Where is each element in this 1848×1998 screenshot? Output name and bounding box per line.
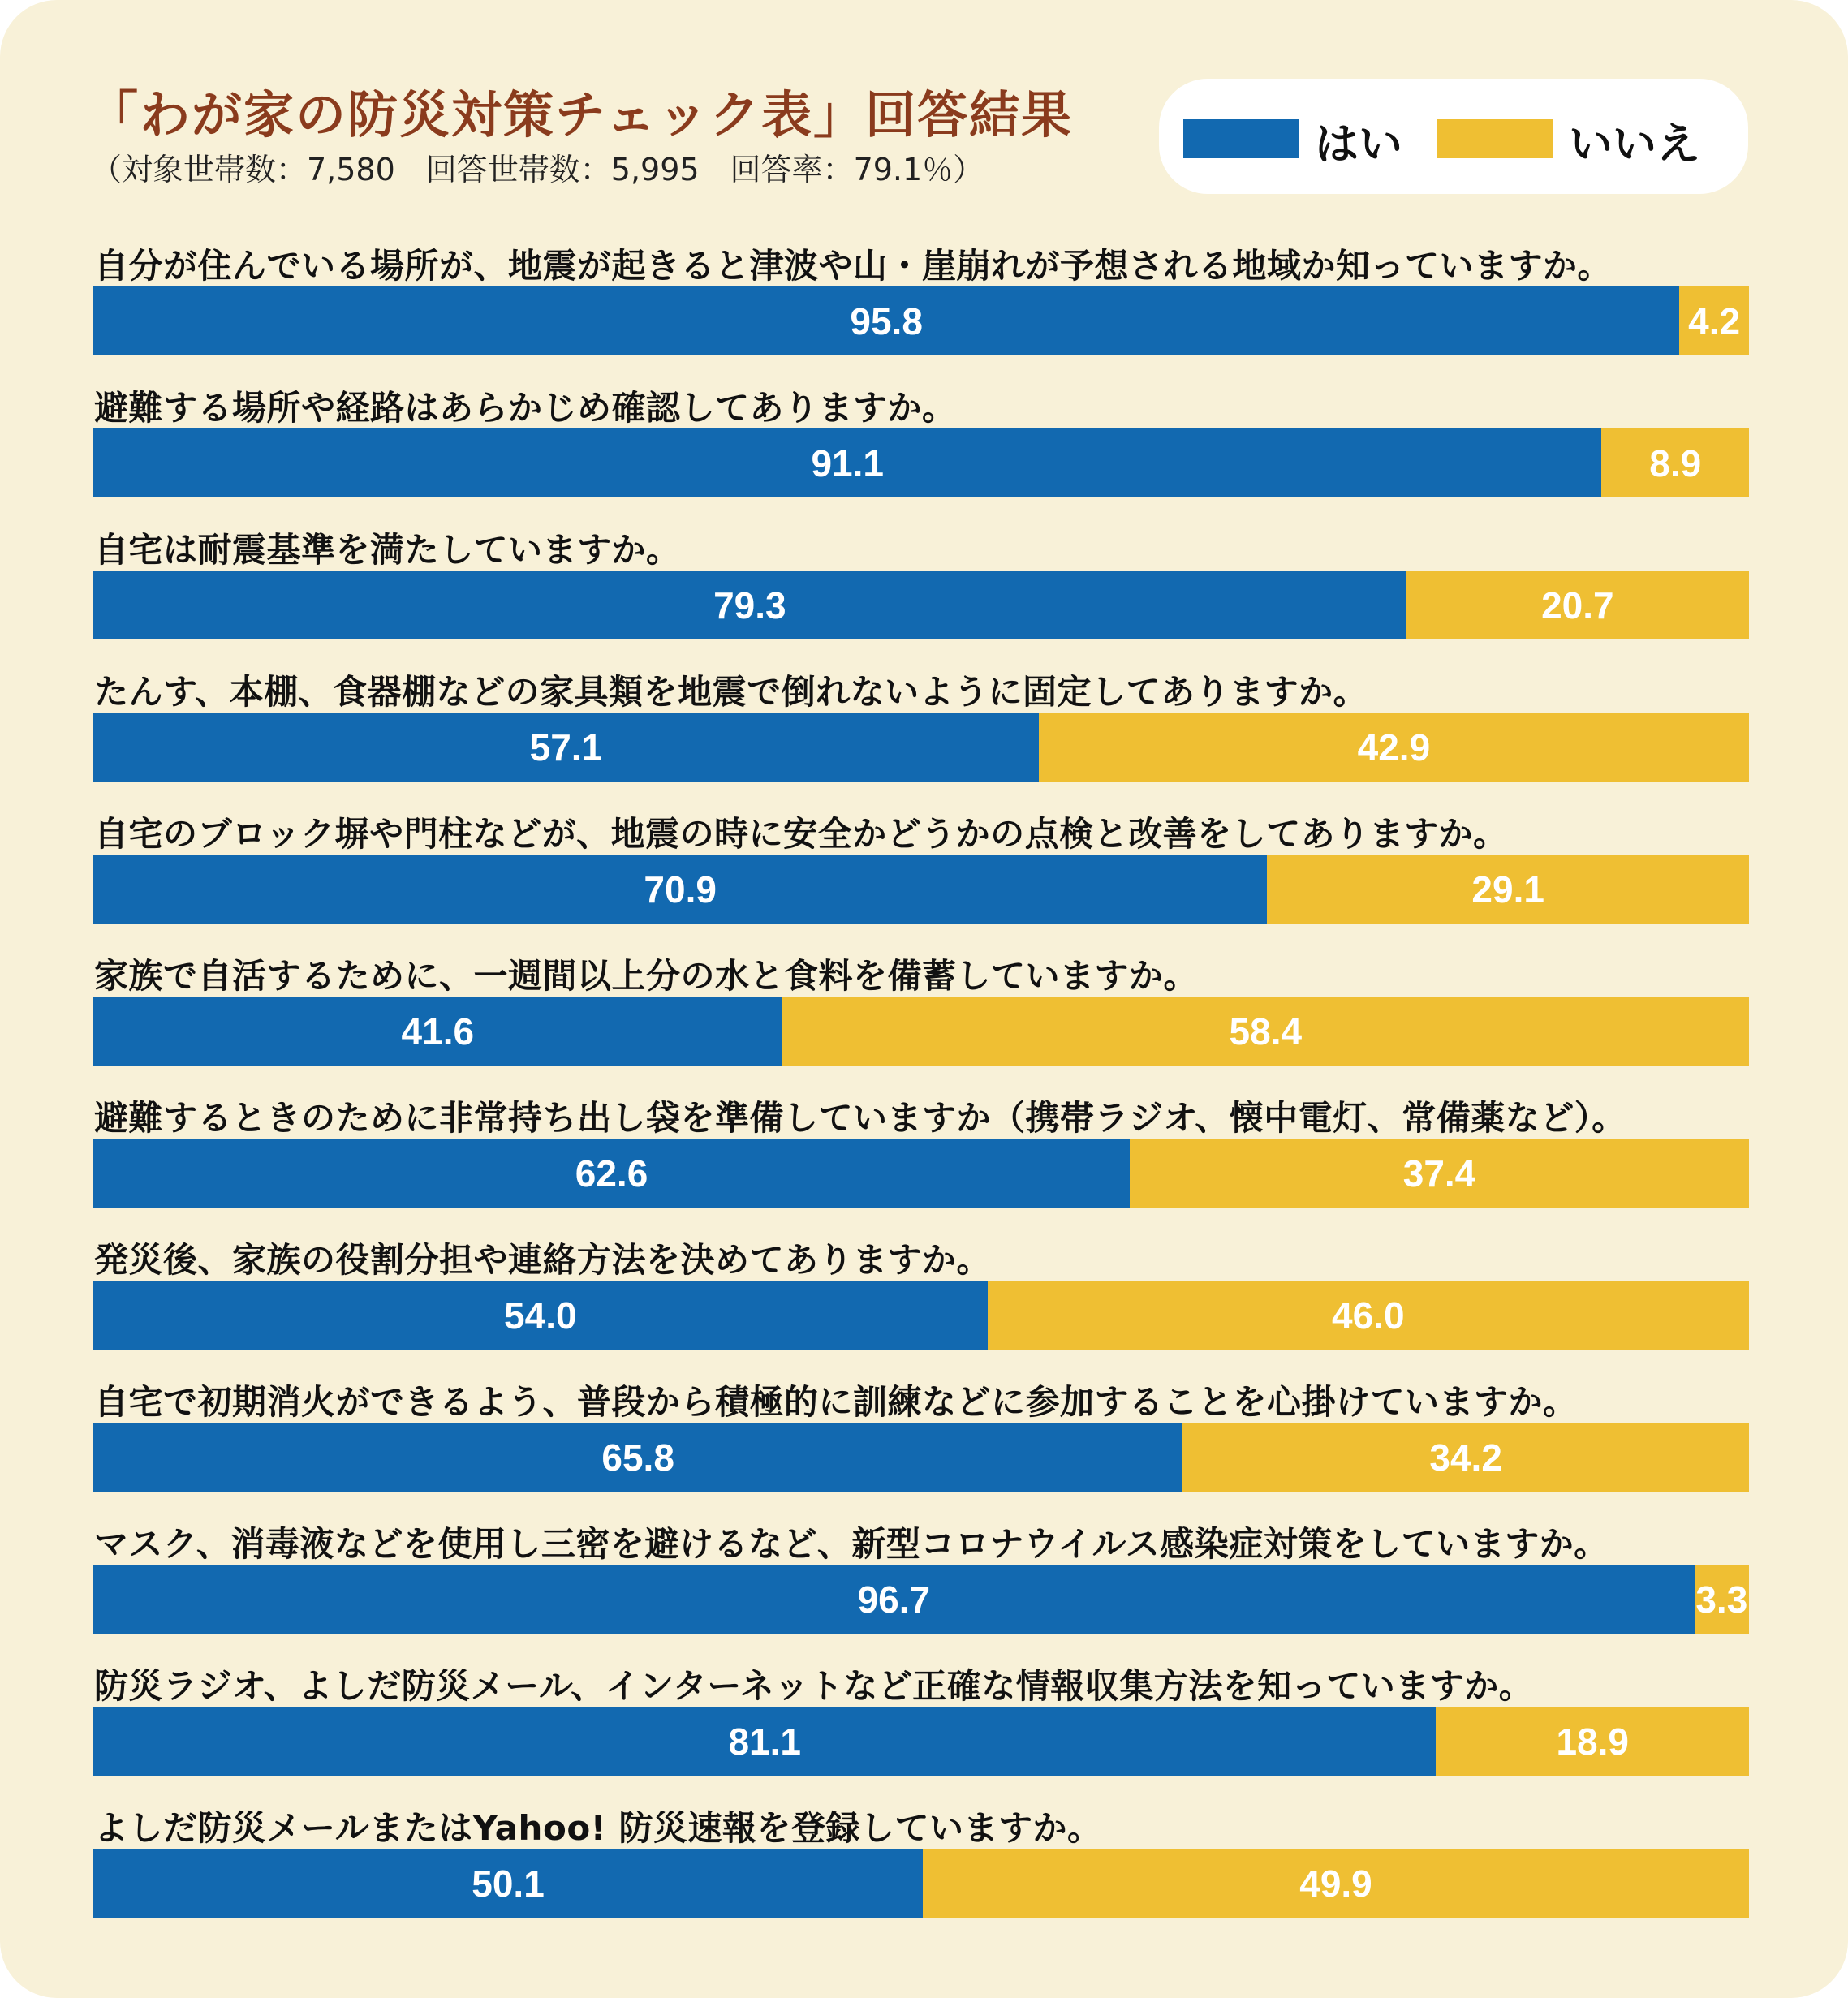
bar-segment-no bbox=[1182, 1423, 1749, 1492]
data-label-no: 29.1 bbox=[1471, 868, 1544, 911]
bar-segment-yes bbox=[93, 855, 1267, 924]
stacked-bar bbox=[93, 713, 1749, 782]
bar-segment-yes bbox=[93, 428, 1601, 497]
chart-title: 「わが家の防災対策チェック表」回答結果 bbox=[88, 85, 1074, 144]
data-label-no: 46.0 bbox=[1332, 1294, 1405, 1337]
stacked-bar bbox=[93, 1707, 1749, 1776]
bar-segment-no bbox=[1436, 1707, 1749, 1776]
bar-segment-no bbox=[782, 997, 1749, 1066]
data-label-yes: 81.1 bbox=[728, 1720, 801, 1763]
data-label-yes: 62.6 bbox=[575, 1152, 648, 1195]
data-label-yes: 96.7 bbox=[857, 1578, 931, 1621]
bar-segment-no bbox=[1039, 713, 1749, 782]
stacked-bar bbox=[93, 571, 1749, 639]
bar-segment-no bbox=[1267, 855, 1749, 924]
bar-segment-no bbox=[1130, 1139, 1749, 1208]
bar-segment-no bbox=[1679, 286, 1749, 355]
data-label-no: 3.3 bbox=[1695, 1578, 1748, 1621]
question-label: 自宅は耐震基準を満たしていますか。 bbox=[94, 530, 681, 570]
question-label: 自宅のブロック塀や門柱などが、地震の時に安全かどうかの点検と改善をしてありますか。 bbox=[94, 814, 1508, 854]
question-label: たんす、本棚、食器棚などの家具類を地震で倒れないように固定してありますか。 bbox=[94, 672, 1368, 712]
bar-segment-no bbox=[923, 1849, 1749, 1918]
question-label: 避難するときのために非常持ち出し袋を準備していますか（携帯ラジオ、懐中電灯、常備薬など）。 bbox=[94, 1098, 1626, 1138]
chart-subtitle: （対象世帯数：7,580 回答世帯数：5,995 回答率：79.1％） bbox=[91, 152, 984, 187]
bar-segment-yes bbox=[93, 713, 1039, 782]
data-label-no: 4.2 bbox=[1688, 299, 1741, 342]
stacked-bar bbox=[93, 997, 1749, 1066]
bar-segment-no bbox=[1601, 428, 1749, 497]
data-label-no: 58.4 bbox=[1229, 1010, 1303, 1053]
question-label: 避難する場所や経路はあらかじめ確認してありますか。 bbox=[94, 388, 957, 428]
stacked-bar bbox=[93, 428, 1749, 497]
stacked-bar bbox=[93, 1423, 1749, 1492]
data-label-no: 34.2 bbox=[1429, 1436, 1502, 1479]
question-label: 自宅で初期消火ができるよう、普段から積極的に訓練などに参加することを心掛けていますか。 bbox=[94, 1382, 1578, 1422]
bar-segment-no bbox=[1406, 571, 1749, 639]
data-label-no: 49.9 bbox=[1299, 1862, 1372, 1905]
bar-segment-yes bbox=[93, 286, 1679, 355]
bar-segment-yes bbox=[93, 1707, 1436, 1776]
data-label-yes: 70.9 bbox=[644, 868, 717, 911]
question-label: 発災後、家族の役割分担や連絡方法を決めてありますか。 bbox=[94, 1240, 992, 1280]
data-label-yes: 41.6 bbox=[401, 1010, 475, 1053]
data-label-yes: 95.8 bbox=[850, 299, 923, 342]
question-label: 自分が住んでいる場所が、地震が起きると津波や山・崖崩れが予想される地域か知っていますか。 bbox=[94, 246, 1613, 286]
legend-label-no: いいえ bbox=[1569, 118, 1700, 170]
bar-segment-yes bbox=[93, 1849, 923, 1918]
stacked-bar bbox=[93, 1139, 1749, 1208]
bar-segment-yes bbox=[93, 571, 1406, 639]
data-label-yes: 79.3 bbox=[713, 583, 786, 627]
data-label-yes: 50.1 bbox=[472, 1862, 545, 1905]
stacked-bar bbox=[93, 855, 1749, 924]
question-label: マスク、消毒液などを使用し三密を避けるなど、新型コロナウイルス感染症対策をしていますか。 bbox=[94, 1524, 1609, 1564]
data-label-no: 42.9 bbox=[1357, 726, 1431, 769]
bar-segment-no bbox=[1695, 1565, 1749, 1634]
data-label-yes: 65.8 bbox=[601, 1436, 674, 1479]
data-label-yes: 54.0 bbox=[504, 1294, 577, 1337]
question-label: よしだ防災メールまたはYahoo! 防災速報を登録していますか。 bbox=[94, 1808, 1102, 1848]
data-label-no: 37.4 bbox=[1402, 1152, 1476, 1195]
bar-segment-yes bbox=[93, 1423, 1182, 1492]
data-label-yes: 91.1 bbox=[811, 441, 884, 484]
stacked-bar bbox=[93, 286, 1749, 355]
bar-segment-yes bbox=[93, 1565, 1695, 1634]
bar-segment-no bbox=[988, 1281, 1749, 1350]
stacked-bar bbox=[93, 1565, 1749, 1634]
data-label-yes: 57.1 bbox=[529, 726, 603, 769]
legend-label-yes: はい bbox=[1315, 118, 1402, 170]
question-label: 防災ラジオ、よしだ防災メール、インターネットなど正確な情報収集方法を知っていますか。 bbox=[94, 1666, 1534, 1706]
bar-segment-yes bbox=[93, 1281, 988, 1350]
question-label: 家族で自活するために、一週間以上分の水と食料を備蓄していますか。 bbox=[94, 956, 1199, 996]
data-label-no: 8.9 bbox=[1649, 441, 1702, 484]
bar-segment-yes bbox=[93, 997, 782, 1066]
data-label-no: 18.9 bbox=[1556, 1720, 1629, 1763]
data-label-no: 20.7 bbox=[1541, 583, 1614, 627]
bar-segment-yes bbox=[93, 1139, 1130, 1208]
stacked-bar bbox=[93, 1849, 1749, 1918]
stacked-bar bbox=[93, 1281, 1749, 1350]
